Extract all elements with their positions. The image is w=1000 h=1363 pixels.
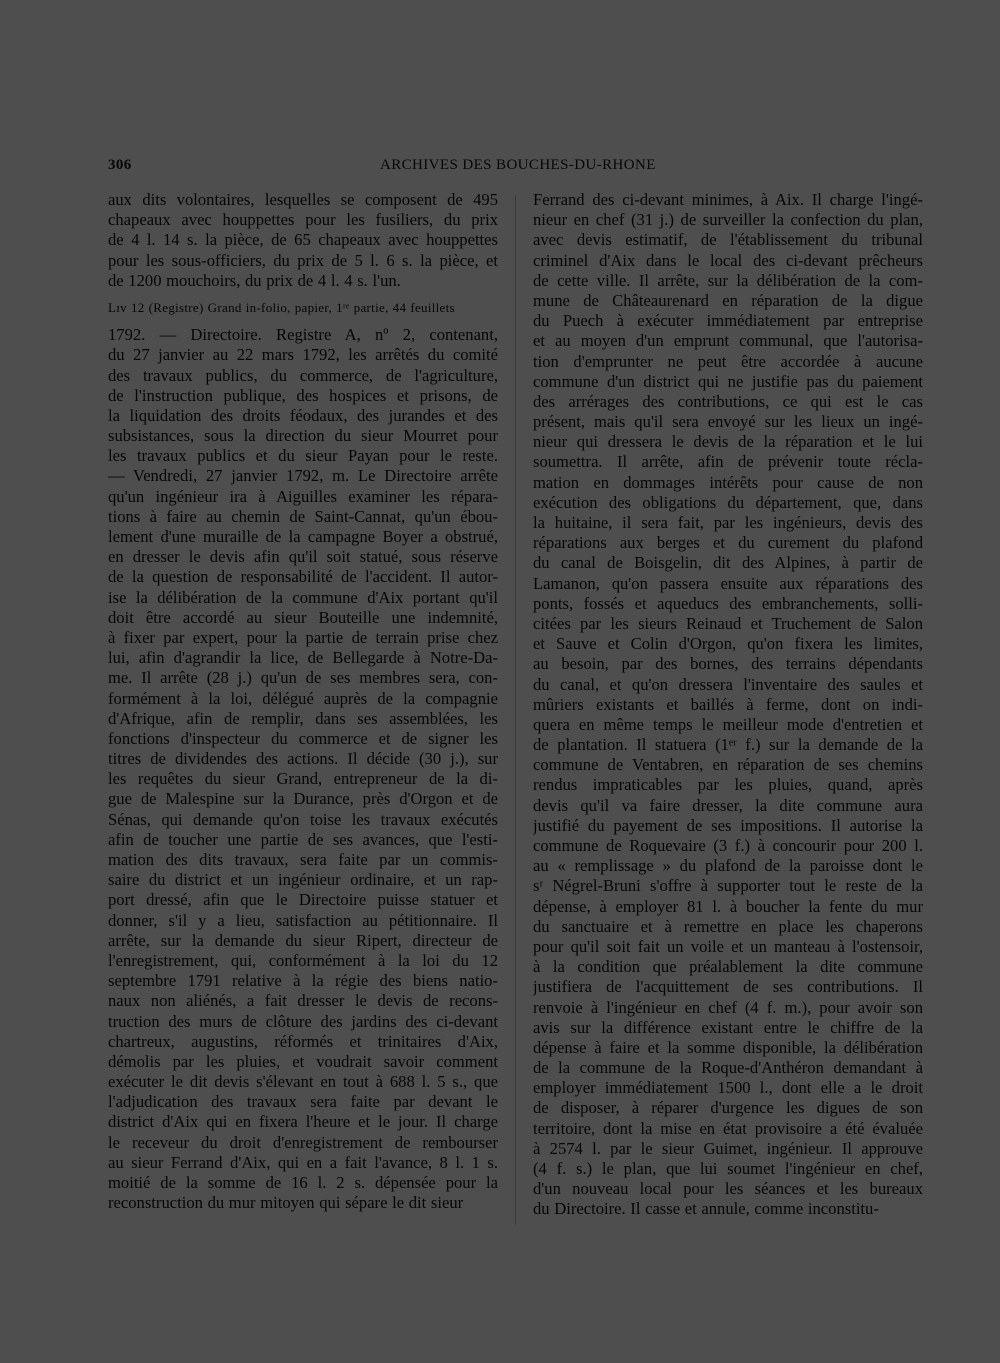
text-line: Lamanon, qu'on passera ensuite aux réparations des	[533, 573, 923, 593]
text-line: dépense, à employer 81 l. à boucher la fente du mur	[533, 896, 923, 916]
text-line: — Vendredi, 27 janvier 1792, m. Le Directoire arrête	[108, 466, 498, 486]
text-line: mation des dits travaux, sera faite par un commis-	[108, 850, 498, 869]
text-line: 1792. — Directoire. Registre A, nº 2, contenant,	[108, 325, 498, 345]
text-line: du canal de Boisgelin, dit des Alpines, à partir de	[533, 553, 923, 573]
running-title: ARCHIVES DES BOUCHES-DU-RHONE	[380, 157, 656, 173]
text-line: lement d'une muraille de la campagne Boyer a obstrué,	[108, 527, 498, 546]
text-line: soumettra. Il arrête, afin de prévenir toute récla-	[533, 452, 923, 472]
text-line: des arrérages des contributions, ce qui est le cas	[533, 391, 923, 411]
text-line: rendus impraticables par les pluies, quand, après	[533, 775, 923, 795]
text-line: quera en même temps le meilleur mode d'entretien et	[533, 714, 923, 734]
text-line: tion d'emprunter ne peut être accordée à aucune	[533, 351, 923, 371]
text-line: du Directoire. Il casse et annule, comme inconstitu-	[533, 1199, 879, 1219]
text-line: qu'un ingénieur ira à Aiguilles examiner les répara-	[108, 486, 498, 506]
text-line: ponts, fossés et aqueducs des embranchements, solli-	[533, 593, 923, 613]
text-line: Ferrand des ci-devant minimes, à Aix. Il charge l'ingé-	[533, 190, 923, 209]
text-line: septembre 1791 relative à la régie des biens natio-	[108, 971, 498, 991]
text-line: du sanctuaire et à remettre en place les chaperons	[533, 916, 923, 936]
text-line: de la commune de la Roque-d'Anthéron demandant à	[533, 1058, 923, 1078]
text-line: de la question de responsabilité de l'accident. Il autor-	[108, 567, 498, 587]
text-line: naux non aliénés, a fait dresser le devis de recons-	[108, 991, 498, 1011]
text-line: de l'instruction publique, des hospices et prisons, de	[108, 385, 498, 405]
text-line: la liquidation des droits féodaux, des jurandes et des	[108, 405, 498, 425]
text-line: les travaux publics et du sieur Payan pour le reste.	[108, 446, 498, 466]
text-line: moitié de la somme de 16 l. 2 s. dépensée pour la	[108, 1173, 498, 1192]
text-line: des travaux publics, du commerce, de l'agriculture,	[108, 365, 498, 385]
text-line: me. Il arrête (28 j.) qu'un de ses membres sera, con-	[108, 668, 498, 688]
text-line: à 2574 l. par le sieur Guimet, ingénieur. Il approuve	[533, 1138, 923, 1158]
text-line: sʳ Négrel-Bruni s'offre à supporter tout le reste de la	[533, 876, 923, 896]
text-line: et au moyen d'un emprunt communal, que l'autorisa-	[533, 331, 923, 351]
text-line: au besoin, par des bornes, des terrains dépendants	[533, 654, 923, 674]
text-line: pour les sous-officiers, du prix de 5 l. 6 s. la pièce, et	[108, 250, 498, 270]
text-line: dépense à faire et la somme disponible, la délibération	[533, 1037, 923, 1057]
text-line: Lɪv 12 (Registre) Grand in-folio, papier, 1ʳᵉ partie, 44 feuillets	[108, 299, 455, 315]
text-line: l'adjudication des travaux sera faite par devant le	[108, 1092, 498, 1112]
text-line: avec devis estimatif, de l'établissement du tribunal	[533, 230, 923, 250]
text-line: Sénas, qui demande qu'on toise les travaux exécutés	[108, 809, 498, 829]
text-line: chartreux, augustins, réformés et trinitaires d'Aix,	[108, 1031, 498, 1051]
text-line: port dressé, afin que le Directoire puisse statuer et	[108, 890, 498, 910]
text-line: en dresser le devis afin qu'il soit statué, sous réserve	[108, 547, 498, 567]
page-number: 306	[108, 157, 132, 173]
text-line: du canal, et qu'on dressera l'inventaire des saules et	[533, 674, 923, 694]
text-line: doit être accordé au sieur Bouteille une indemnité,	[108, 607, 498, 627]
text-line: au sieur Ferrand d'Aix, qui en a fait l'avance, 8 l. 1 s.	[108, 1152, 498, 1172]
text-line: devis qu'il va faire dresser, la dite commune aura	[533, 795, 923, 815]
text-line: au « remplissage » du plafond de la paroisse dont le	[533, 856, 923, 876]
text-line: employer immédiatement 1500 l., dont elle a le droit	[533, 1078, 923, 1098]
text-line: présent, mais qu'il sera envoyé sur les lieux un ingé-	[533, 412, 923, 432]
text-line: du Puech à exécuter immédiatement par entreprise	[533, 311, 923, 331]
text-line: de 4 l. 14 s. la pièce, de 65 chapeaux avec houppettes	[108, 230, 498, 250]
text-line: criminel d'Aix dans le local des ci-devant prêcheurs	[533, 250, 923, 270]
text-line: donner, s'il y a lieu, satisfaction au pétitionnaire. Il	[108, 910, 498, 930]
text-line: avis sur la différence existant entre le chiffre de la	[533, 1017, 923, 1037]
text-line: réparations aux berges et du curement du plafond	[533, 533, 923, 553]
text-line: exécuter le dit devis s'élevant en tout à 688 l. 5 s., que	[108, 1072, 498, 1092]
text-line: reconstruction du mur mitoyen qui sépare le dit sieur	[108, 1193, 464, 1213]
text-line: à la condition que préalablement la dite commune	[533, 957, 923, 977]
text-line: commune de Roquevaire (3 f.) à concourir pour 200 l.	[533, 836, 923, 855]
text-line: ise la délibération de la commune d'Aix portant qu'il	[108, 587, 498, 607]
running-head	[108, 157, 898, 181]
text-line: titres de dividendes des actions. Il décide (30 j.), sur	[108, 749, 498, 769]
text-line: fonctions d'inspecteur du commerce et de signer les	[108, 728, 498, 748]
text-line: d'un nouveau local pour les séances et les bureaux	[533, 1179, 923, 1199]
text-line: aux dits volontaires, lesquelles se composent de 495	[108, 190, 498, 209]
text-line: de 1200 mouchoirs, du prix de 4 l. 4 s. l'un.	[108, 270, 401, 290]
text-line: commune de Ventabren, en réparation de ses chemins	[533, 755, 923, 775]
text-line: commune d'un district qui ne justifie pas du paiement	[533, 371, 923, 391]
text-line: de disposer, à réparer d'urgence les digues de son	[533, 1098, 923, 1118]
text-line: exécution des obligations du département, que, dans	[533, 492, 923, 512]
column-divider	[515, 195, 516, 1225]
text-line: mûriers existants et baillés à ferme, dont on indi-	[533, 694, 923, 714]
text-line: mation en dommages intérêts pour cause de non	[533, 472, 923, 492]
text-line: afin de toucher une partie de ses avances, que l'esti-	[108, 829, 498, 849]
text-line: d'Afrique, afin de remplir, dans ses assemblées, les	[108, 708, 498, 728]
text-line: le receveur du droit d'enregistrement de rembourser	[108, 1132, 498, 1152]
text-line: subsistances, sous la direction du sieur Mourret pour	[108, 426, 498, 446]
text-line: la huitaine, il sera fait, par les ingénieurs, devis des	[533, 513, 923, 532]
text-line: et Sauve et Colin d'Orgon, qu'on fixera les limites,	[533, 634, 923, 654]
paragraph-gap	[108, 291, 498, 298]
text-line: truction des murs de clôture des jardins des ci-devant	[108, 1011, 498, 1031]
text-line: formément à la loi, délégué auprès de la compagnie	[108, 688, 498, 708]
text-line: mune de Châteaurenard en réparation de la digue	[533, 290, 923, 310]
text-line: arrête, sur la demande du sieur Ripert, directeur de	[108, 930, 498, 950]
text-line: district d'Aix qui en fixera l'heure et le jour. Il charge	[108, 1112, 498, 1132]
text-line: tions à faire au chemin de Saint-Cannat, qu'un ébou-	[108, 506, 498, 526]
text-line: de cette ville. Il arrête, sur la délibération de la com-	[533, 270, 923, 290]
text-line: gue de Malespine sur la Durance, près d'Orgon et de	[108, 789, 498, 809]
text-line: renvoie à l'ingénieur en chef (4 f. m.), pour avoir son	[533, 997, 923, 1017]
text-line: les requêtes du sieur Grand, entrepreneur de la di-	[108, 769, 498, 789]
text-line: saire du district et un ingénieur ordinaire, et un rap-	[108, 870, 498, 890]
text-line: à fixer par expert, pour la partie de terrain prise chez	[108, 627, 498, 647]
text-line: chapeaux avec houppettes pour les fusiliers, du prix	[108, 210, 498, 230]
paragraph-gap	[108, 318, 498, 325]
text-line: nieur qui dressera le devis de la réparation et le lui	[533, 432, 923, 452]
right-text-column	[533, 190, 923, 1220]
text-line: du 27 janvier au 22 mars 1792, les arrêtés du comité	[108, 345, 498, 365]
text-line: démolis par les pluies, et voudrait savoir comment	[108, 1051, 498, 1071]
text-line: de plantation. Il statuera (1ᵉʳ f.) sur la demande de la	[533, 735, 923, 755]
text-line: (4 f. s.) le plan, que lui soumet l'ingénieur en chef,	[533, 1159, 923, 1178]
left-text-column	[108, 190, 498, 1213]
text-line: pour qu'il soit fait un voile et un manteau à l'ostensoir,	[533, 936, 923, 956]
text-line: citées par les sieurs Reinaud et Truchement de Salon	[533, 613, 923, 633]
text-line: justifié du payement de ses impositions. Il autorise la	[533, 815, 923, 835]
text-line: territoire, dont la mise en état provisoire a été évaluée	[533, 1118, 923, 1138]
text-line: lui, afin d'agrandir la lice, de Bellegarde à Notre-Da-	[108, 648, 498, 668]
text-line: justifiera de l'acquittement de ses contributions. Il	[533, 977, 923, 997]
text-line: nieur en chef (31 j.) de surveiller la confection du plan,	[533, 210, 923, 230]
text-line: l'enregistrement, qui, conformément à la loi du 12	[108, 950, 498, 970]
